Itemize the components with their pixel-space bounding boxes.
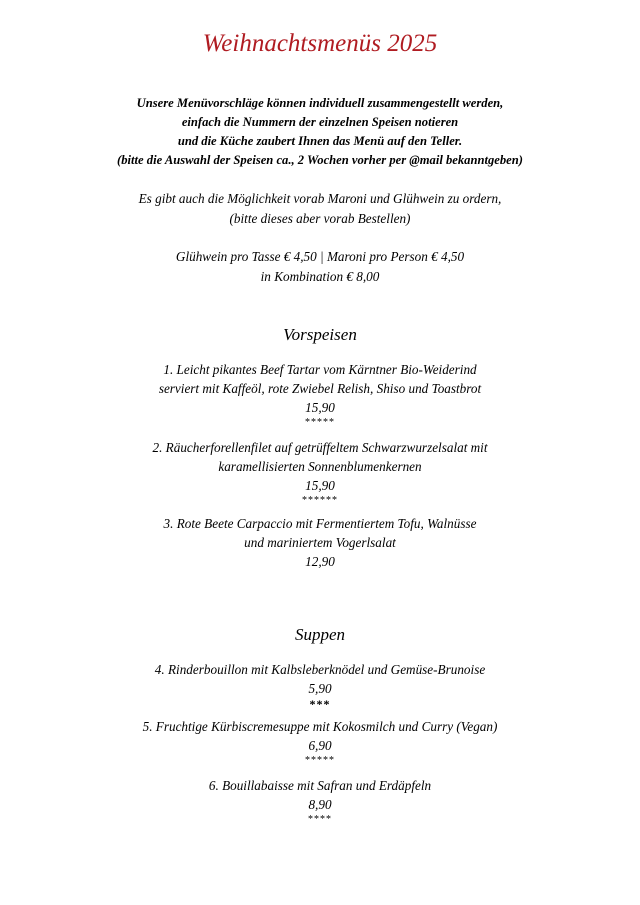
item-line: 3. Rote Beete Carpaccio mit Fermentiertem Tofu, Walnüsse bbox=[163, 516, 477, 531]
preorder-note bbox=[0, 189, 640, 229]
price-line: Glühwein pro Tasse € 4,50 | Maroni pro Person € 4,50 bbox=[175, 249, 465, 264]
item-line: und mariniertem Vogerlsalat bbox=[244, 535, 396, 550]
item-price: 15,90 bbox=[305, 478, 335, 493]
item-line: 2. Räucherforellenfilet auf getrüffeltem Schwarzwurzelsalat mit bbox=[152, 440, 488, 455]
intro-line: einfach die Nummern der einzelnen Speisen notieren bbox=[181, 115, 459, 129]
item-separator: *** bbox=[309, 697, 331, 711]
item-separator: ***** bbox=[305, 755, 335, 766]
item-price: 15,90 bbox=[305, 400, 335, 415]
menu-item bbox=[0, 360, 640, 429]
item-price: 6,90 bbox=[308, 738, 332, 753]
preorder-line: Es gibt auch die Möglichkeit vorab Maroni und Glühwein zu ordern, bbox=[138, 191, 502, 206]
item-line: 5. Fruchtige Kürbiscremesuppe mit Kokosmilch und Curry (Vegan) bbox=[142, 719, 498, 734]
menu-item bbox=[0, 514, 640, 571]
item-line: 1. Leicht pikantes Beef Tartar vom Kärntner Bio-Weiderind bbox=[163, 362, 477, 377]
menu-item bbox=[0, 717, 640, 767]
page-title: Weihnachtsmenüs 2025 bbox=[202, 30, 438, 57]
menu-item bbox=[0, 438, 640, 507]
item-line: serviert mit Kaffeöl, rote Zwiebel Relish, Shiso und Toastbrot bbox=[158, 381, 482, 396]
section-title-vorspeisen: Vorspeisen bbox=[283, 325, 357, 344]
item-line: karamellisierten Sonnenblumenkernen bbox=[218, 459, 422, 474]
item-separator: **** bbox=[308, 814, 332, 825]
item-price: 12,90 bbox=[305, 554, 335, 569]
price-line: in Kombination € 8,00 bbox=[260, 269, 380, 284]
preorder-line: (bitte dieses aber vorab Bestellen) bbox=[229, 211, 411, 226]
intro-text bbox=[0, 94, 640, 170]
item-line: 6. Bouillabaisse mit Safran und Erdäpfeln bbox=[208, 778, 432, 793]
section-title-suppen: Suppen bbox=[294, 625, 346, 644]
menu-item bbox=[0, 660, 640, 710]
item-price: 5,90 bbox=[308, 681, 332, 696]
item-line: 4. Rinderbouillon mit Kalbsleberknödel und Gemüse-Brunoise bbox=[154, 662, 486, 677]
intro-line: und die Küche zaubert Ihnen das Menü auf den Teller. bbox=[177, 134, 463, 148]
intro-line: Unsere Menüvorschläge können individuell zusammengestellt werden, bbox=[136, 96, 504, 110]
intro-line: (bitte die Auswahl der Speisen ca., 2 Wochen vorher per @mail bekanntgeben) bbox=[117, 153, 523, 167]
preorder-prices bbox=[0, 247, 640, 287]
item-price: 8,90 bbox=[308, 797, 332, 812]
item-separator: ***** bbox=[305, 417, 335, 428]
item-separator: ****** bbox=[302, 495, 338, 506]
menu-item bbox=[0, 776, 640, 826]
